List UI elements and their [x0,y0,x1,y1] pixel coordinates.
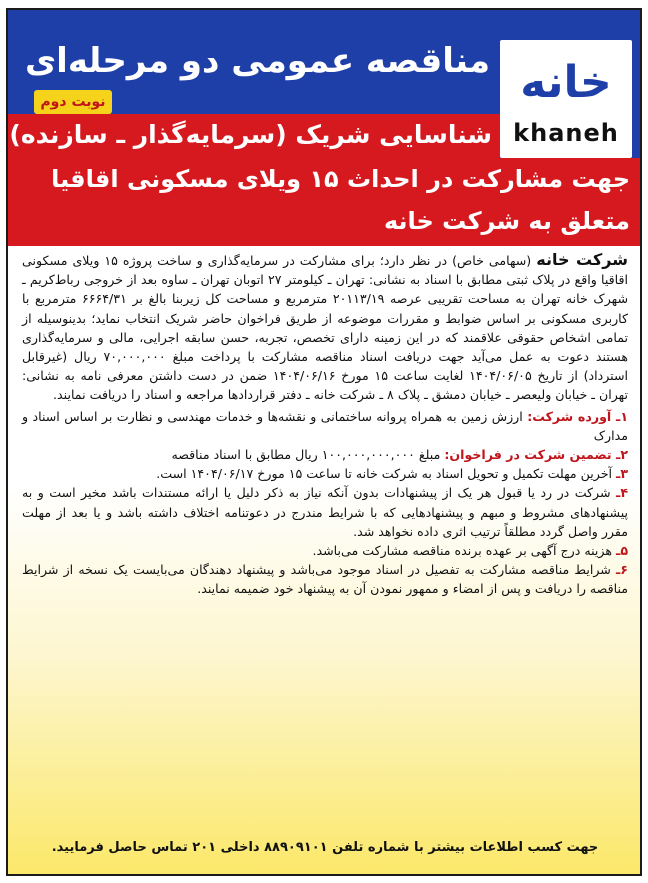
item-5-heading: ۵ـ [616,543,628,559]
item-4-heading: ۴ـ [616,485,628,501]
item-6-text: شرایط مناقصه مشارکت به تفصیل در اسناد موجود می‌باشد و پیشنهاد دهندگان می‌بایست یک نسخه از شرایط مناقصه را دریافت و پس از امضاء و ممهور نمودن آن به پیشنهاد خود ضمیمه نمایند. [22,562,628,597]
subtitle-line-2: جهت مشارکت در احداث ۱۵ ویلای مسکونی اقاقیا [51,165,630,193]
subtitle-line-1: شناسایی شریک (سرمایه‌گذار ـ سازنده) [9,120,492,149]
item-1 [22,407,628,445]
company-name: شرکت خانه [536,250,628,269]
subtitle-line-3: متعلق به شرکت خانه [383,207,630,235]
intro-text: (سهامی خاص) در نظر دارد؛ برای مشارکت در سرمایه‌گذاری و ساخت پروژه ۱۵ ویلای مسکونی اقاقیا واقع در پلاک ثبتی مطابق با اسناد به نشانی: تهران ـ کیلومتر ۲۷ اتوبان تهران ـ ساوه بعد از خروجی رباط‌کریم ـ شهرک خانه تهران به مساحت تقریبی عرصه ۲۰۱۱۳/۱۹ مترمربع و مساحت کل زیربنا بالغ بر ۶۶۶۴/۳۱ مترمربع با کاربری مسکونی بر اساس ضوابط و مقررات موضوعه از طریق فراخوان حاضر شریک انتخاب نماید؛ بدینوسیله از تمامی اشخاص حقوقی علاقمند که در این زمینه دارای تخصص، تجربه، حسن سابقه اجرایی، مالی و سرمایه‌گذاری هستند دعوت به عمل می‌آید جهت دریافت اسناد مناقصه مشارکت با پرداخت مبلغ ۷۰,۰۰۰,۰۰۰ ریال (غیرقابل استرداد) از تاریخ ۱۴۰۴/۰۶/۰۵ لغایت ساعت ۱۵ مورخ ۱۴۰۴/۰۶/۱۶ ضمن در دست داشتن معرفی نامه به نشانی: تهران ـ خیابان ولیعصر ـ خیابان دمشق ـ پلاک ۸ ـ شرکت خانه ـ دفتر قراردادها مراجعه و اسناد را دریافت نمایند. [22,253,629,403]
round-badge: نوبت دوم [34,90,112,114]
page-title: مناقصه عمومی دو مرحله‌ای [25,41,490,81]
item-2-heading: ۲ـ تضمین شرکت در فراخوان: [444,447,628,463]
item-1-text: ارزش زمین به همراه پروانه ساختمانی و نقشه‌ها و خدمات مهندسی و نظارت بر اساس اسناد و مدارک [22,408,628,443]
announcement-body [22,250,628,599]
logo-mark: خانه [520,57,612,108]
company-logo [500,40,632,158]
item-6 [22,560,628,598]
item-6-heading: ۶ـ [615,562,628,578]
item-4 [22,483,628,541]
logo-wordmark: khaneh [513,119,619,147]
item-1-heading: ۱ـ آورده شرکت: [527,408,629,424]
item-2-text: مبلغ ۱۰۰,۰۰۰,۰۰۰,۰۰۰ ریال مطابق با اسناد مناقصه [171,447,441,463]
intro-paragraph [22,250,628,405]
item-3 [22,464,628,483]
item-3-heading: ۳ـ [616,466,628,482]
tender-advertisement [6,8,642,876]
item-4-text: شرکت در رد یا قبول هر یک از پیشنهادات بدون آنکه نیاز به ذکر دلیل یا ارائه مستندات باشد مخیر است و به پیشنهادهای مشروط و مبهم و پیشنهادهایی که با شرایط مندرج در دعوتنامه اختلاف داشته باشد و یا بعد از مهلت مقرر واصل گردد مطلقاً ترتیب اثری داده نخواهد شد. [22,485,628,539]
item-5 [22,541,628,560]
item-2 [22,445,628,464]
contact-footer: جهت کسب اطلاعات بیشتر با شماره تلفن ۸۸۹۰۹۱۰۱ داخلی ۲۰۱ تماس حاصل فرمایید. [51,840,599,855]
item-3-text: آخرین مهلت تکمیل و تحویل اسناد به شرکت خانه تا ساعت ۱۵ مورخ ۱۴۰۴/۰۶/۱۷ است. [156,466,612,482]
item-5-text: هزینه درج آگهی بر عهده برنده مناقصه مشارکت می‌باشد. [312,543,612,559]
